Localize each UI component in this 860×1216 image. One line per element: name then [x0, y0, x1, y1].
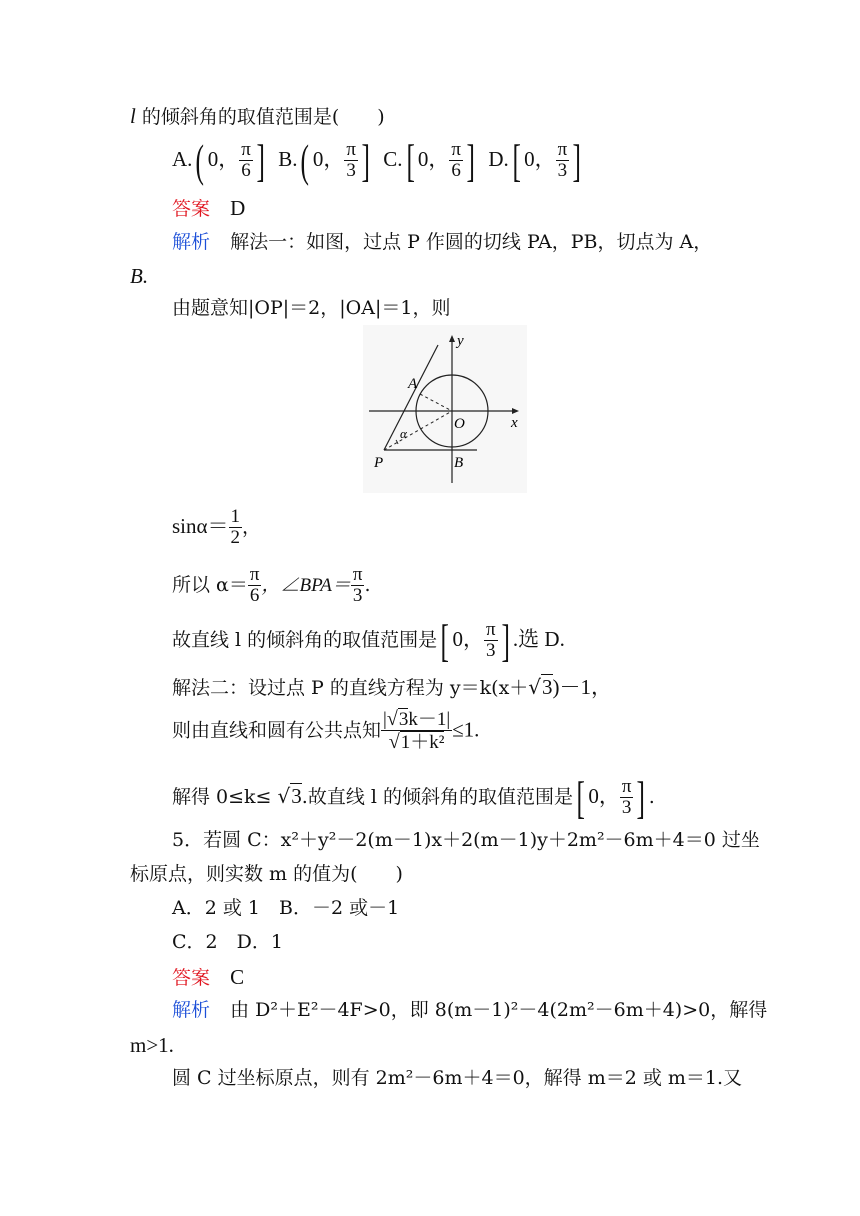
q5-options-row2: C．2 D．1 — [172, 931, 283, 953]
q4-analysis-line2: B. — [130, 264, 149, 288]
conclusion-line: 故直线 l 的倾斜角的取值范围是[ 0， $\frac{\pi}{3}$ ] .选 D. — [172, 615, 565, 667]
q4-stem — [130, 106, 385, 127]
line-var: l — [130, 104, 136, 128]
label-b: B — [454, 455, 464, 471]
q5-analysis-line3: 圆 C 过坐标原点，则有 2m²－6m＋4＝0，解得 m＝2 或 m＝1.又 — [172, 1067, 743, 1089]
answer-value: D — [230, 196, 246, 220]
sin-line: sinα＝ $\frac{1}{2}$ ， — [172, 506, 262, 548]
x-axis-arrow — [512, 408, 519, 414]
label-p: P — [374, 455, 384, 471]
option-a: A.( 0， $\frac{\pi}{6}$ ] — [172, 135, 265, 187]
q5-answer — [172, 967, 244, 988]
answer-value: C — [230, 965, 245, 989]
label-alpha: α — [400, 426, 407, 441]
sin-frac: $\frac{1}{2}$ — [230, 506, 241, 548]
method2-line2: 则由直线和圆有公共点知 $\frac{|√3k-1|}{\text{√1＋k²}}$ ≤1. — [172, 708, 480, 753]
method2-line3-frac: $\frac{\pi}{3}$ — [621, 776, 632, 818]
q5-analysis-line2: m>1. — [130, 1033, 174, 1057]
analysis-label: 解析 — [172, 999, 211, 1021]
method2-frac: $\frac{|√3k-1|}{\text{√1＋k²}}$ — [383, 708, 451, 753]
q4-answer — [172, 198, 245, 219]
q4-analysis-line1 — [172, 233, 712, 252]
so-frac1: $\frac{\pi}{6}$ — [249, 564, 260, 606]
q5-options-row1: A．2 或 1 B．－2 或－1 — [172, 897, 400, 919]
answer-label: 答案 — [172, 198, 211, 220]
q5-line2: 标原点，则实数 m 的值为( ) — [130, 863, 403, 885]
y-axis-arrow — [449, 335, 455, 342]
method2-line1: 解法二：设过点 P 的直线方程为 y＝k(x＋√3)－1， — [172, 675, 613, 699]
label-y: y — [457, 333, 464, 349]
conclusion-frac: $\frac{\pi}{3}$ — [486, 619, 496, 661]
q5-analysis-line1: 解析 由 D²＋E²－4F>0，即 8(m－1)²－4(2m²－6m＋4)>0，解得 — [172, 999, 768, 1021]
option-d: D.[ 0， $\frac{\pi}{3}$ ] — [488, 135, 582, 187]
method2-line3: 解得 0≤k≤ √3.故直线 l 的倾斜角的取值范围是[ 0， $\frac{\pi}{3}$ ] . — [172, 772, 655, 824]
method1-text: 解法一：如图，过点 P 作圆的切线 PA，PB，切点为 A， — [230, 231, 713, 253]
option-c: C.[ 0， $\frac{\pi}{6}$ ] — [383, 135, 475, 187]
stem-text: 的倾斜角的取值范围是( ) — [141, 106, 385, 128]
q5-line1: 5．若圆 C：x²＋y²－2(m－1)x＋2(m－1)y＋2m²－6m＋4＝0 过坐 — [172, 829, 760, 851]
analysis-label: 解析 — [172, 231, 211, 253]
so-frac2: $\frac{\pi}{3}$ — [352, 564, 363, 606]
label-x: x — [511, 415, 518, 431]
label-a: A — [408, 376, 418, 392]
label-o: O — [454, 416, 465, 432]
so-line: 所以 α＝ $\frac{\pi}{6}$ ，∠BPA＝ $\frac{\pi}{3}$ . — [172, 564, 371, 606]
q4-given: 由题意知|OP|＝2，|OA|＝1，则 — [172, 297, 451, 319]
option-b: B.( 0， $\frac{\pi}{3}$ ] — [278, 135, 370, 187]
answer-label: 答案 — [172, 967, 211, 989]
figure-svg — [363, 325, 527, 493]
tangent-circle-figure — [363, 325, 527, 493]
radius-oa — [420, 394, 452, 411]
q4-options — [172, 135, 585, 187]
